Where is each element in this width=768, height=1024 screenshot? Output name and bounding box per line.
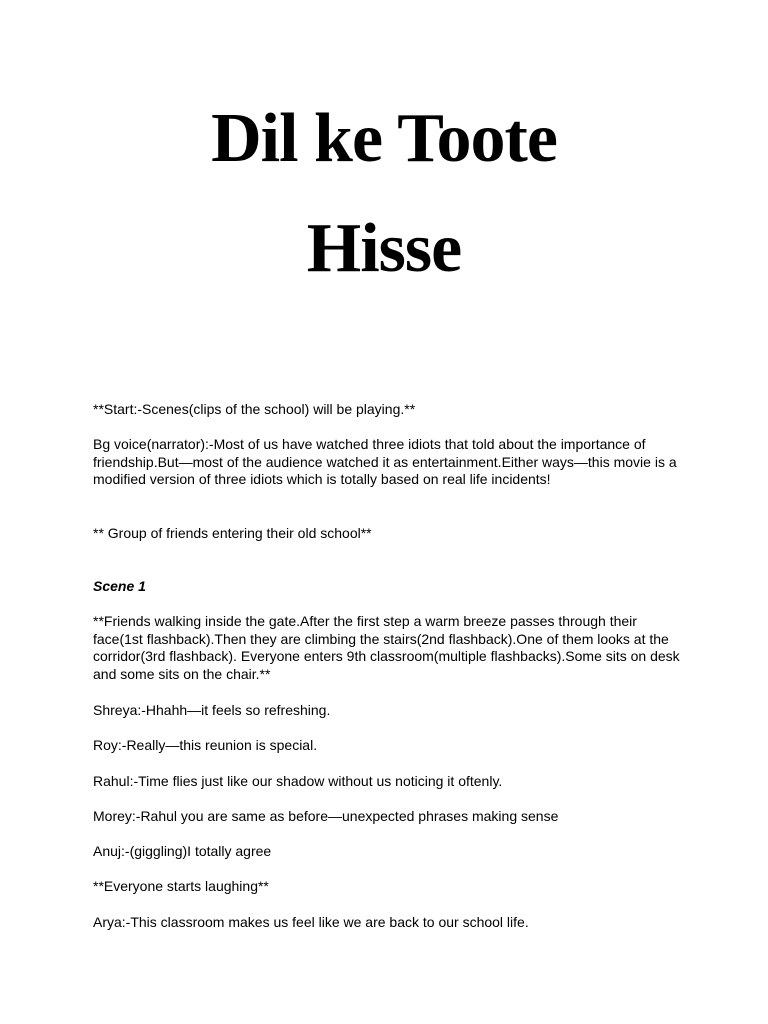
scene-heading: Scene 1 [93, 578, 146, 594]
paragraph-group-entering: ** Group of friends entering their old school** [93, 525, 372, 541]
dialogue-shreya: Shreya:-Hhahh—it feels so refreshing. [93, 702, 331, 718]
dialogue-rahul: Rahul:-Time flies just like our shadow without us noticing it oftenly. [93, 773, 503, 789]
title-line-2: Hisse [306, 210, 462, 287]
paragraph-friends-walking: **Friends walking inside the gate.After the first step a warm breeze passes through their face(1st flashback).Then they are climbing the stairs(2nd flashback).One of them looks at the corridor(3rd flashback). Everyone enters 9th classroom(multiple flashbacks).Some sits on desk and some sits on the chair.** [93, 613, 680, 682]
dialogue-roy: Roy:-Really—this reunion is special. [93, 737, 318, 753]
title-line-1: Dil ke Toote [211, 100, 557, 177]
stage-direction-laughing: **Everyone starts laughing** [93, 878, 269, 894]
paragraph-narrator: Bg voice(narrator):-Most of us have watched three idiots that told about the importance of friendship.But—most of the audience watched it as entertainment.Either ways—this movie is a modified version of three idiots which is totally based on real life incidents! [93, 436, 677, 488]
dialogue-anuj: Anuj:-(giggling)I totally agree [93, 843, 272, 859]
dialogue-arya: Arya:-This classroom makes us feel like we are back to our school life. [93, 914, 529, 930]
dialogue-morey: Morey:-Rahul you are same as before—unexpected phrases making sense [93, 808, 559, 824]
paragraph-start: **Start:-Scenes(clips of the school) will be playing.** [93, 401, 416, 417]
